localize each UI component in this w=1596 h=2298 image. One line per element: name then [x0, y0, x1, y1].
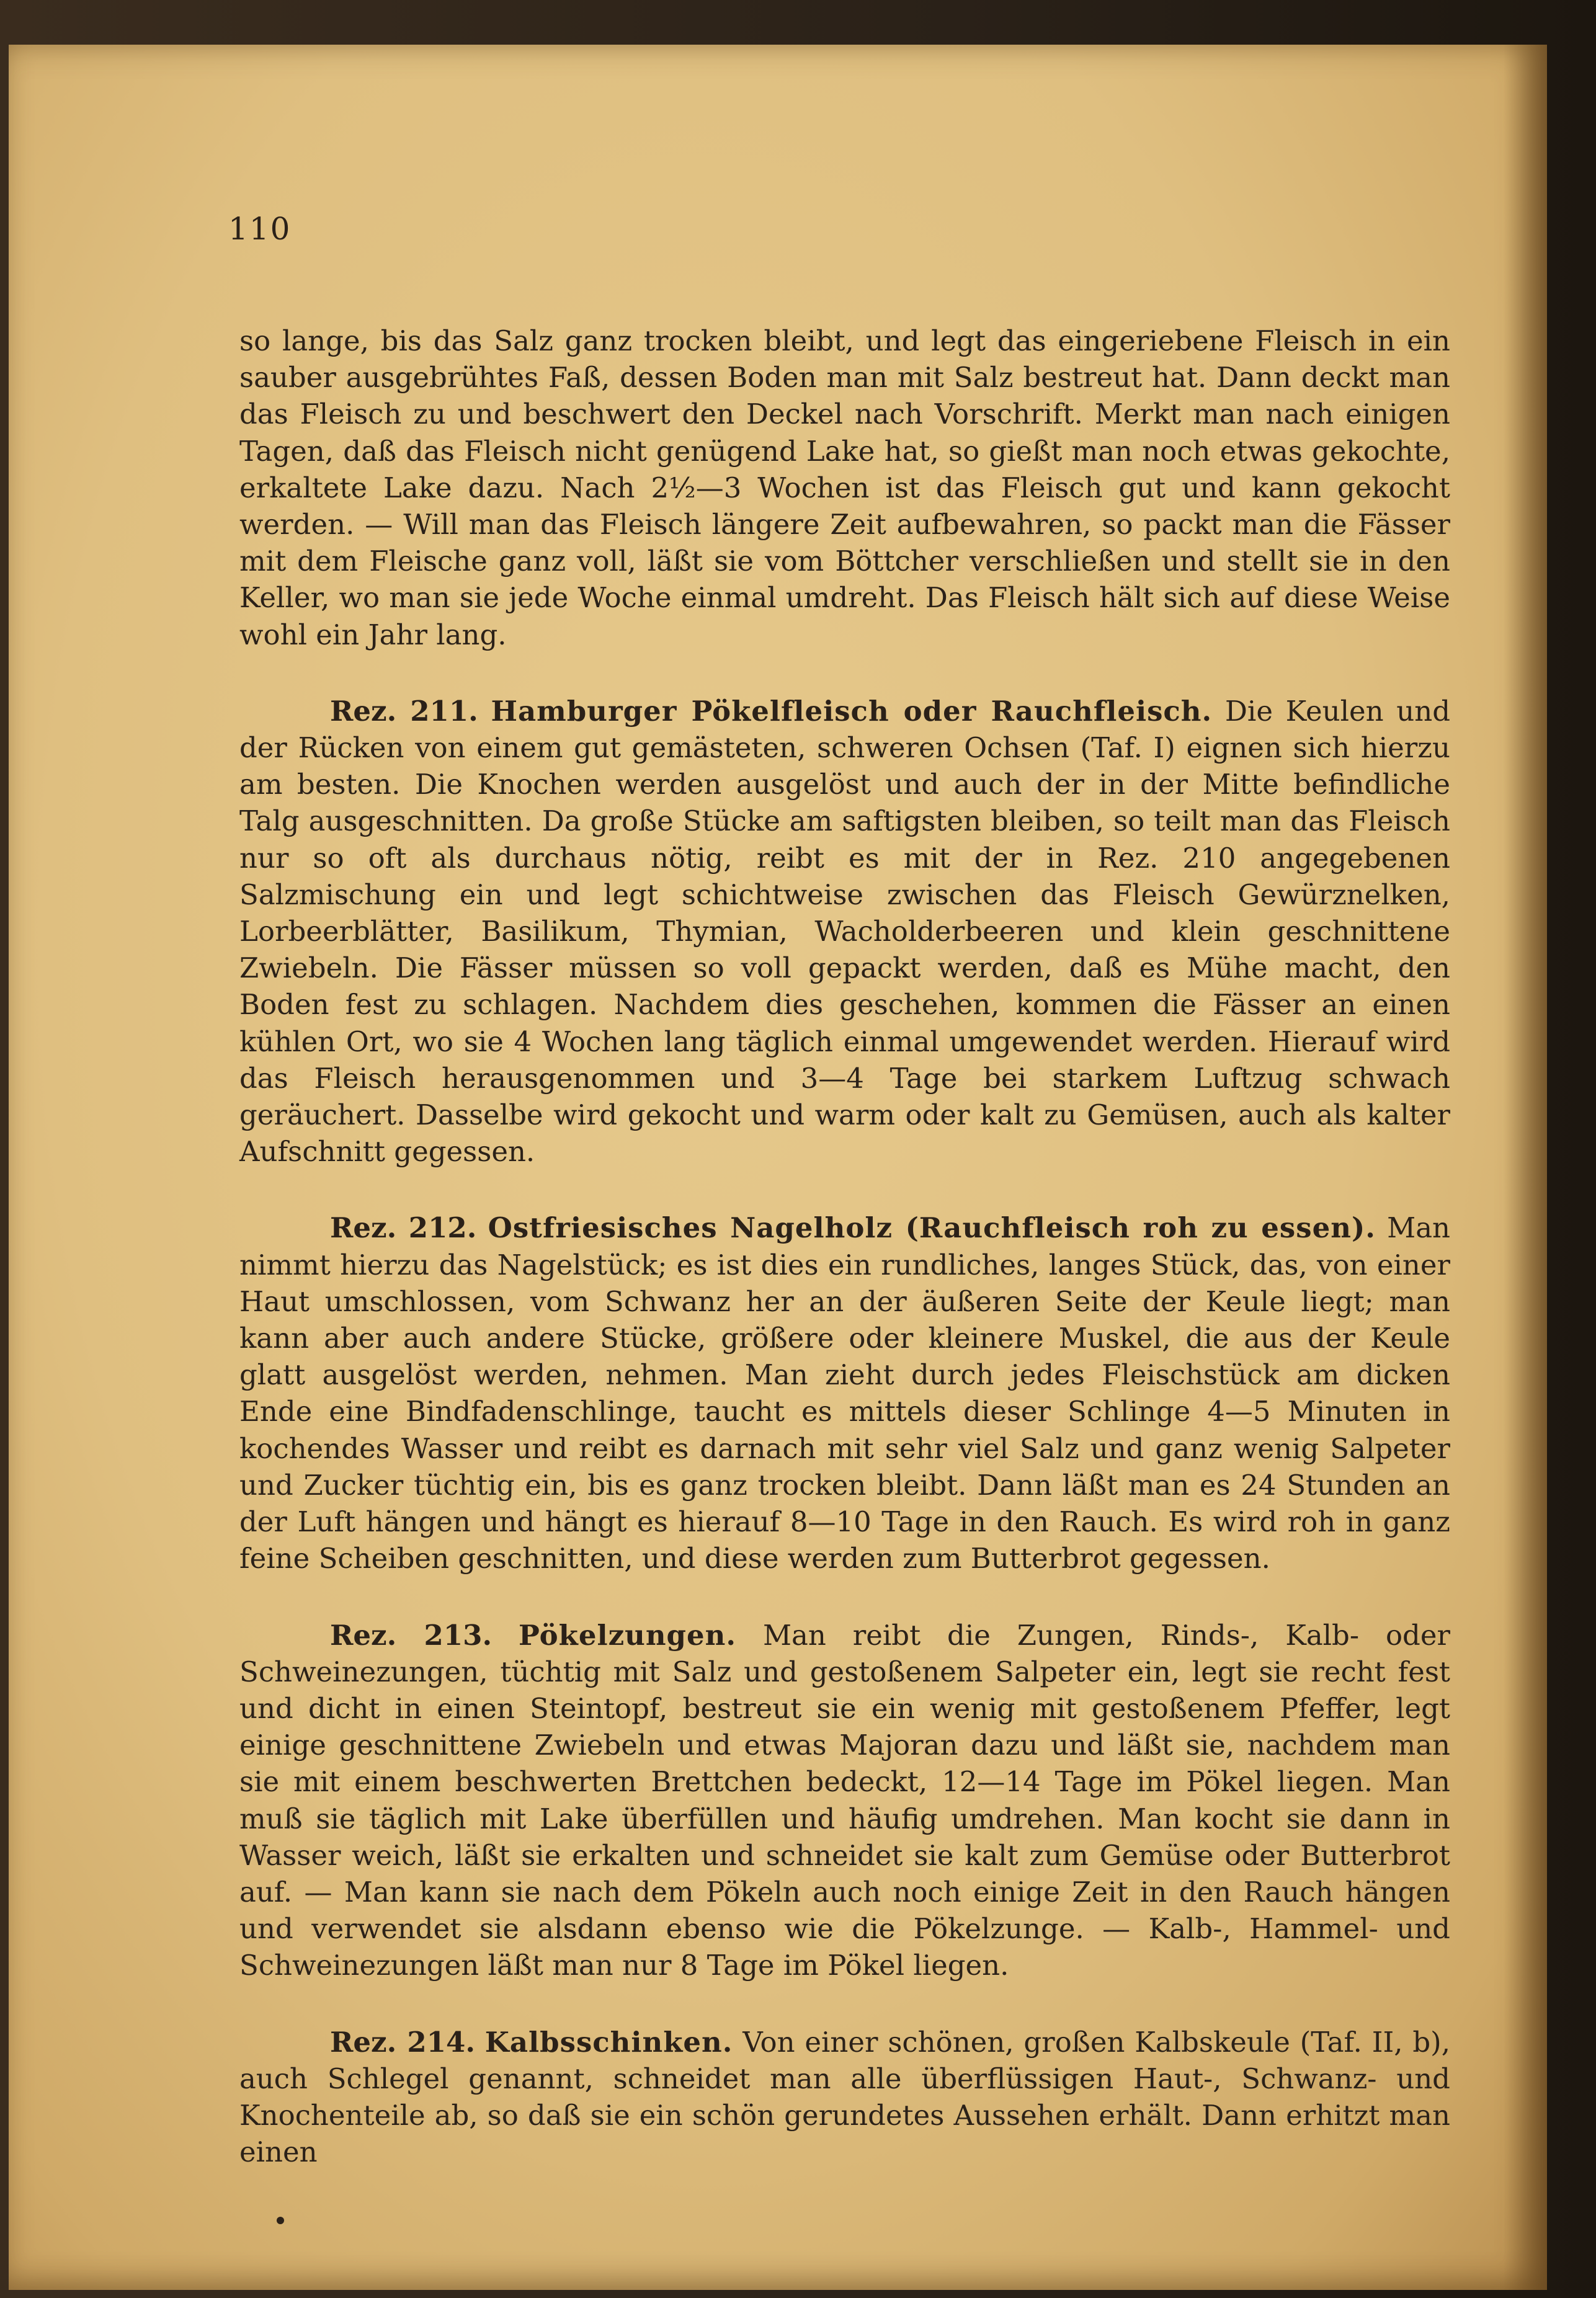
- page-fold-shadow: [1504, 45, 1547, 2290]
- recipe-text: Man reibt die Zungen, Rinds-, Kalb- oder Schweinezungen, tüchtig mit Salz und gestoßenem Salpeter ein, legt sie recht fest und dicht in einen Steintopf, bestreut sie ein wenig mit gestoßenem Pfeffer, legt einige geschnittene Zwiebeln und etwas Majoran dazu und läßt sie, nachdem man sie mit einem beschwerten Brettchen bedeckt, 12—14 Tage im Pökel liegen. Man muß sie täglich mit Lake überfüllen und häufig umdrehen. Man kocht sie dann in Wasser weich, läßt sie erkalten und schneidet sie kalt zum Gemüse oder Butterbrot auf. — Man kann sie nach dem Pökeln auch noch einige Zeit in den Rauch hängen und verwendet sie alsdann ebenso wie die Pökelzunge. — Kalb-, Hammel- und Schweinezungen läßt man nur 8 Tage im Pökel liegen.: [239, 1618, 1450, 1982]
- book-page: [9, 45, 1547, 2290]
- recipe-number: Rez. 213.: [330, 1618, 493, 1652]
- recipe-title: Ostfriesisches Nagelholz (Rauchfleisch roh zu essen).: [488, 1211, 1376, 1245]
- recipe-text: Man nimmt hierzu das Nagelstück; es ist dies ein rundliches, langes Stück, das, von einer Haut umschlossen, vom Schwanz her an der äußeren Seite der Keule liegt; man kann aber auch andere Stücke, größere oder kleinere Muskel, die aus der Keule glatt ausgelöst werden, nehmen. Man zieht durch jedes Fleischstück am dicken Ende eine Bindfadenschlinge, taucht es mittels dieser Schlinge 4—5 Minuten in kochendes Wasser und reibt es darnach mit sehr viel Salz und ganz wenig Salpeter und Zucker tüchtig ein, bis es ganz trocken bleibt. Dann läßt man es 24 Stunden an der Luft hängen und hängt es hierauf 8—10 Tage in den Rauch. Es wird roh in ganz feine Scheiben geschnitten, und diese werden zum Butterbrot gegessen.: [239, 1211, 1451, 1575]
- recipe-214: [239, 2024, 1450, 2171]
- page-number: 110: [228, 211, 292, 247]
- recipe-213: [239, 1617, 1450, 1984]
- recipe-211: [239, 693, 1450, 1170]
- paragraph-continuation: [239, 323, 1450, 653]
- recipe-212: [239, 1209, 1450, 1577]
- recipe-number: Rez. 214.: [330, 2025, 475, 2059]
- recipe-number: Rez. 212.: [330, 1211, 477, 1245]
- paragraph-text: so lange, bis das Salz ganz trocken bleibt, und legt das eingeriebene Fleisch in ein sauber ausgebrühtes Faß, dessen Boden man mit Salz bestreut hat. Dann deckt man das Fleisch zu und beschwert den Deckel nach Vorschrift. Merkt man nach einigen Tagen, daß das Fleisch nicht genügend Lake hat, so gießt man noch etwas gekochte, erkaltete Lake dazu. Nach 2½—3 Wochen ist das Fleisch gut und kann gekocht werden. — Will man das Fleisch längere Zeit aufbewahren, so packt man die Fässer mit dem Fleische ganz voll, läßt sie vom Böttcher verschließen und stellt sie in den Keller, wo man sie jede Woche einmal umdreht. Das Fleisch hält sich auf diese Weise wohl ein Jahr lang.: [239, 324, 1450, 651]
- page-body: [239, 323, 1450, 2170]
- recipe-text: Von einer schönen, großen Kalbskeule (Taf. II, b), auch Schlegel genannt, schneidet man alle überflüssigen Haut-, Schwanz- und Knochenteile ab, so daß sie ein schön gerundetes Aussehen erhält. Dann erhitzt man einen: [239, 2025, 1450, 2169]
- recipe-title: Pökelzungen.: [519, 1618, 737, 1652]
- recipe-number: Rez. 211.: [330, 694, 478, 728]
- recipe-text: Die Keulen und der Rücken von einem gut gemästeten, schweren Ochsen (Taf. I) eignen sich hierzu am besten. Die Knochen werden ausgelöst und auch der in der Mitte befindliche Talg ausgeschnitten. Da große Stücke am saftigsten bleiben, so teilt man das Fleisch nur so oft als durchaus nötig, reibt es mit der in Rez. 210 angegebenen Salzmischung ein und legt schichtweise zwischen das Fleisch Gewürznelken, Lorbeerblätter, Basilikum, Thymian, Wacholderbeeren und klein geschnittene Zwiebeln. Die Fässer müssen so voll gepackt werden, daß es Mühe macht, den Boden fest zu schlagen. Nachdem dies geschehen, kommen die Fässer an einen kühlen Ort, wo sie 4 Wochen lang täglich einmal umgewendet werden. Hierauf wird das Fleisch herausgenommen und 3—4 Tage bei starkem Luftzug schwach geräuchert. Dasselbe wird gekocht und warm oder kalt zu Gemüsen, auch als kalter Aufschnitt gegessen.: [239, 694, 1451, 1169]
- recipe-title: Hamburger Pökelfleisch oder Rauchfleisch.: [491, 694, 1213, 728]
- ink-speck: [277, 2217, 284, 2224]
- recipe-title: Kalbsschinken.: [484, 2025, 733, 2059]
